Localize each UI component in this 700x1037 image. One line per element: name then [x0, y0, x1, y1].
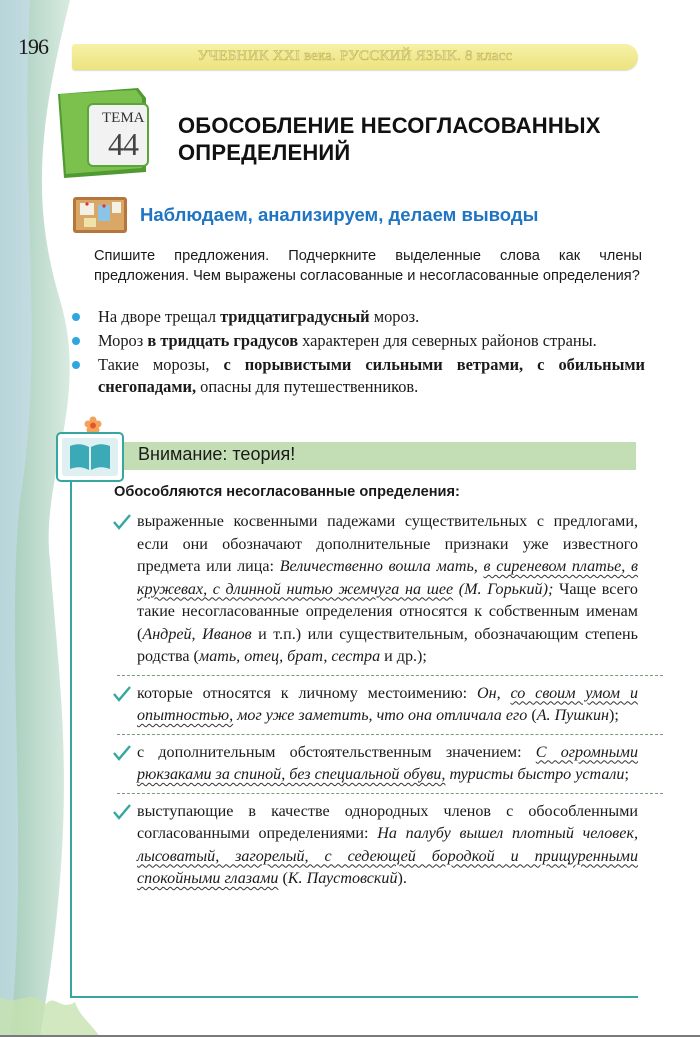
example-sentences: [70, 306, 645, 400]
rule-text: ).: [397, 870, 407, 887]
example-text: мать, отец, брат, сестра: [198, 648, 381, 665]
example-text: А. Пушкин: [536, 707, 610, 724]
example-underlined: С огромными рюкзаками за спиной, без специальной обуви,: [137, 743, 638, 783]
topic-number: 44: [108, 126, 138, 162]
example-text: Величественно вошла мать,: [279, 558, 484, 575]
rule-text: и т.п.) или существительным, обозначающим степень родства (: [137, 625, 639, 665]
example-text: Он,: [476, 684, 511, 702]
checkmark-icon: [112, 803, 132, 821]
checkmark-icon: [112, 744, 132, 762]
sentence-text: Мороз: [98, 331, 148, 350]
rule-text: выраженные косвенными падежами существительных с предлогами, если они обозначают дополнительные признаки уже известного предмета или лица:: [137, 513, 638, 575]
list-item: [112, 742, 638, 794]
theory-title: Внимание: теория!: [138, 444, 296, 464]
checkmark-icon: [112, 685, 132, 703]
list-item: [70, 354, 645, 398]
rule-text: с дополнительным обстоятельственным значением:: [137, 743, 536, 761]
list-item: [112, 511, 638, 676]
rule-text: выступающие в качестве однородных членов с обособленными согласованными определениями:: [137, 802, 638, 842]
rule-text: и др.);: [380, 648, 427, 665]
grass-decoration: [0, 977, 700, 1037]
corkboard-icon: [72, 196, 128, 234]
task-text: Спишите предложения. Подчеркните выделенные слова как члены предложения. Чем выражены согласованные и несогласованные определения?: [94, 248, 642, 284]
sentence-text: мороз.: [369, 307, 420, 326]
highlighted-word: в тридцать градусов: [147, 331, 299, 350]
rule-text: (: [278, 870, 288, 887]
topic-label: ТЕМА: [102, 110, 145, 126]
rule-text: ;: [624, 766, 629, 783]
checkmark-icon: [112, 513, 132, 531]
highlighted-word: тридцатиградусный: [220, 307, 370, 326]
page-number: 196: [18, 34, 48, 59]
divider: [117, 734, 663, 735]
rule-text: );: [609, 707, 619, 724]
example-text: На палубу вышел плотный человек,: [377, 825, 638, 842]
list-item: [112, 801, 638, 891]
observe-heading: Наблюдаем, анализируем, делаем выводы: [140, 204, 539, 225]
sentence-text: Такие морозы,: [98, 355, 224, 374]
example-text: мог уже заметить, что она отличала его: [233, 707, 528, 724]
book-icon: [56, 432, 124, 482]
divider: [117, 675, 663, 676]
example-text: К. Паустовский: [287, 870, 398, 887]
example-underlined: со своим умом и опытностью,: [137, 684, 639, 724]
example-underlined: лысоватый, загорелый, с седеющей бородкой и прищуренными спокойными глазами: [137, 847, 638, 887]
example-underlined: в сиреневом платье, в кружевах, с длинной нитью жемчуга на шее: [137, 558, 638, 598]
sentence-text: опасны для путешественников.: [196, 377, 419, 396]
example-text: туристы быстро устали: [445, 766, 625, 783]
highlighted-word: с порывистыми сильными ветрами, с обильными снегопадами,: [98, 355, 645, 396]
running-header: [72, 44, 638, 70]
topic-title: ОБОСОБЛЕНИЕ НЕСОГЛАСОВАННЫХ ОПРЕДЕЛЕНИЙ: [178, 113, 601, 165]
sentence-text: На дворе трещал: [98, 307, 221, 326]
list-item: [70, 306, 645, 328]
rule-text: Чаще всего такие несогласованные определения относятся к собственным именам (: [137, 580, 638, 643]
rule-text: которые относятся к личному местоимению:: [137, 684, 477, 702]
running-header-text: УЧЕБНИК XXI века. РУССКИЙ ЯЗЫК. 8 класс: [197, 48, 513, 64]
divider: [117, 793, 663, 794]
list-item: [70, 330, 645, 352]
list-item: [112, 683, 638, 735]
sentence-text: характерен для северных районов страны.: [298, 331, 597, 350]
rule-text: (: [527, 707, 537, 724]
example-text: Андрей, Иванов: [142, 625, 252, 643]
theory-lead: Обособляются несогласованные определения:: [114, 484, 460, 500]
example-text: (М. Горький);: [453, 580, 559, 598]
theory-rules: [112, 511, 638, 896]
